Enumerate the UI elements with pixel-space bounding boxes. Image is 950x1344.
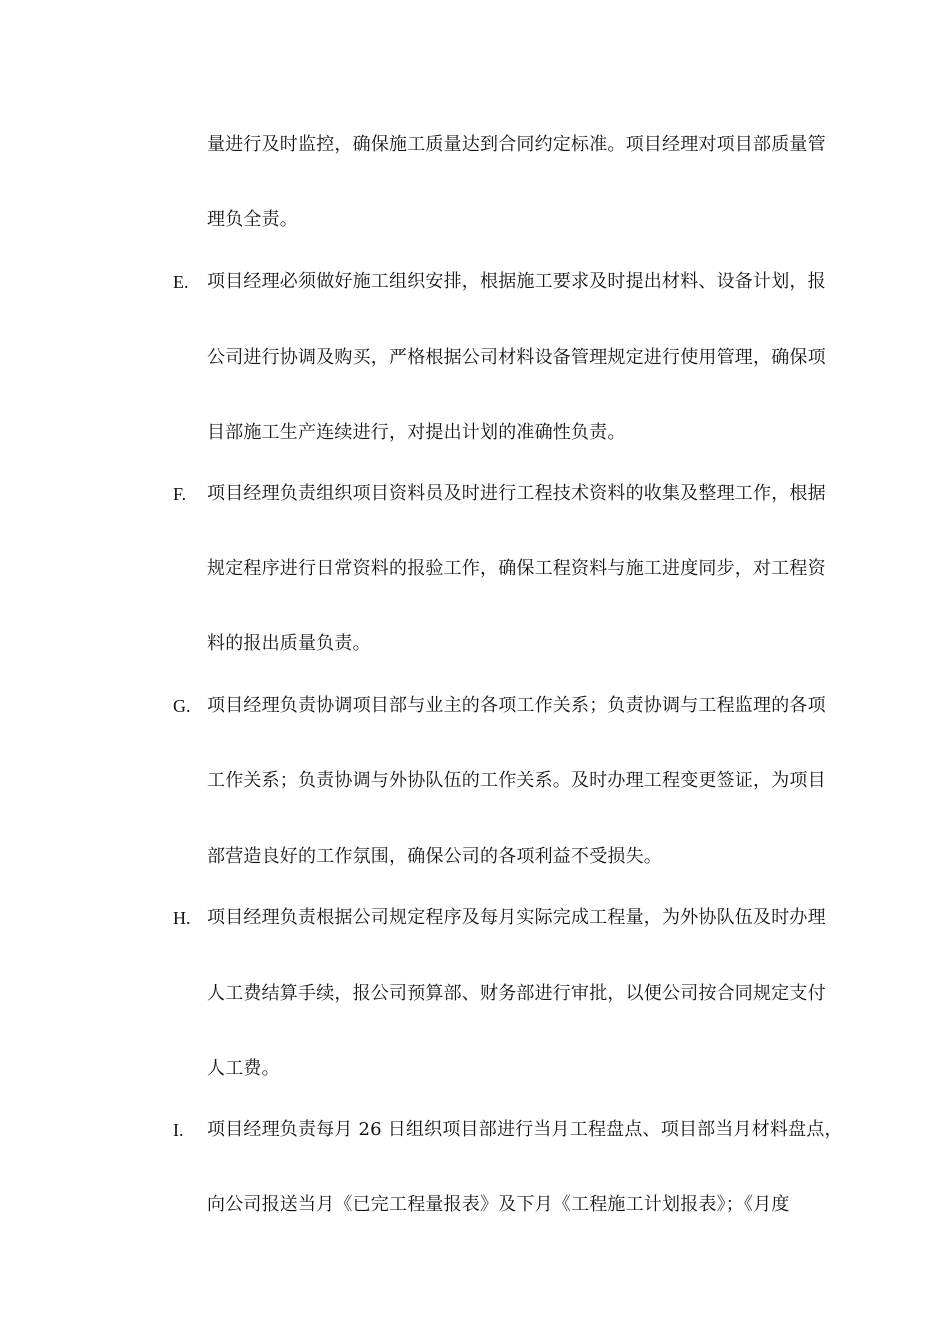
item-h-line-2: 人工费结算手续，报公司预算部、财务部进行审批，以便公司按合同规定支付 xyxy=(207,983,826,1004)
item-i-line-1: 项目经理负责每月 26 日组织项目部进行当月工程盘点、项目部当月材料盘点， xyxy=(207,1119,843,1140)
item-g-line-3: 部营造良好的工作氛围，确保公司的各项利益不受损失。 xyxy=(207,846,662,867)
intro-line-2: 理负全责。 xyxy=(207,209,298,230)
item-i-marker: I. xyxy=(173,1120,184,1140)
item-g-marker: G. xyxy=(173,696,191,716)
item-e-marker: E. xyxy=(173,272,189,292)
item-e-line-3: 目部施工生产连续进行，对提出计划的准确性负责。 xyxy=(207,422,626,443)
item-f-line-1: 项目经理负责组织项目资料员及时进行工程技术资料的收集及整理工作，根据 xyxy=(207,483,826,504)
item-h-line-3: 人工费。 xyxy=(207,1058,280,1079)
intro-line-1: 量进行及时监控，确保施工质量达到合同约定标准。项目经理对项目部质量管 xyxy=(207,134,826,155)
item-h-line-1: 项目经理负责根据公司规定程序及每月实际完成工程量，为外协队伍及时办理 xyxy=(207,907,826,928)
item-f-marker: F. xyxy=(173,484,187,504)
item-i-line-2: 向公司报送当月《已完工程量报表》及下月《工程施工计划报表》；《月度 xyxy=(207,1194,790,1215)
item-h-marker: H. xyxy=(173,908,191,928)
item-e-line-2: 公司进行协调及购买，严格根据公司材料设备管理规定进行使用管理，确保项 xyxy=(207,347,826,368)
item-e-line-1: 项目经理必须做好施工组织安排，根据施工要求及时提出材料、设备计划，报 xyxy=(207,271,826,292)
item-f-line-3: 料的报出质量负责。 xyxy=(207,633,371,654)
item-f-line-2: 规定程序进行日常资料的报验工作，确保工程资料与施工进度同步，对工程资 xyxy=(207,558,826,579)
item-g-line-1: 项目经理负责协调项目部与业主的各项工作关系；负责协调与工程监理的各项 xyxy=(207,695,826,716)
item-g-line-2: 工作关系；负责协调与外协队伍的工作关系。及时办理工程变更签证，为项目 xyxy=(207,770,826,791)
